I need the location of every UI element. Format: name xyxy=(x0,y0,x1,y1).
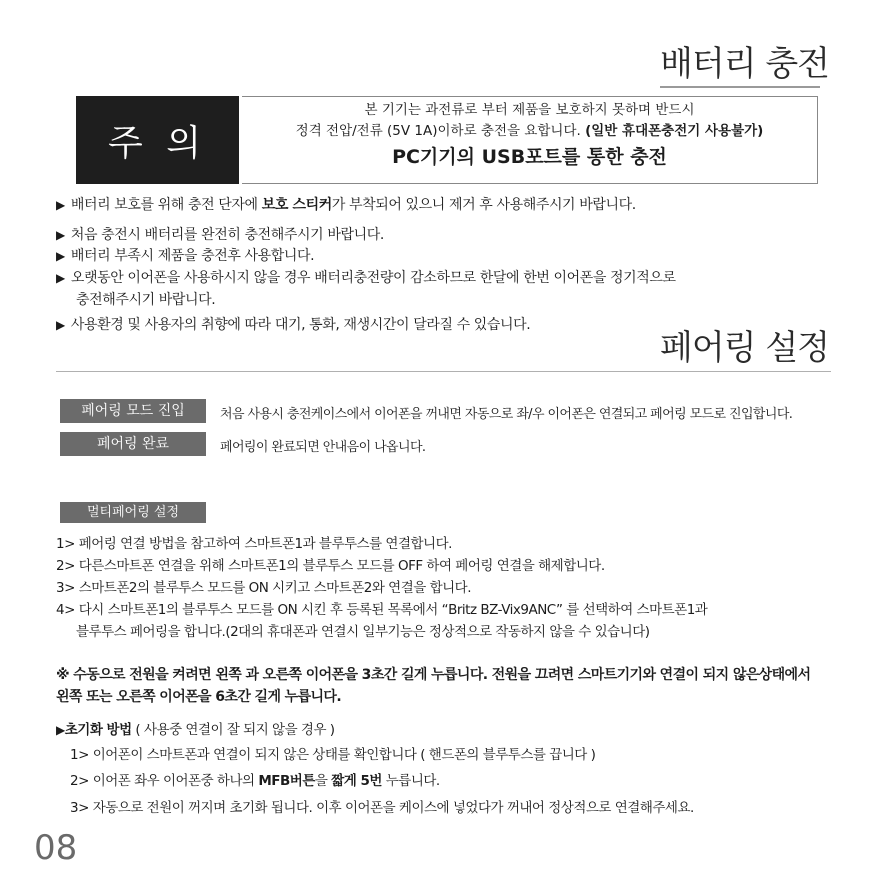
multi-step-4-cont: 블루투스 페어링을 합니다.(2대의 휴대폰과 연결시 일부기능은 정상적으로 작동하지 않을 수 있습니다) xyxy=(76,624,650,640)
reset-step-1: 1> 이어폰이 스마트폰과 연결이 되지 않은 상태를 확인합니다 ( 핸드폰의 블루투스를 끕니다 ) xyxy=(70,747,596,763)
triangle-bullet-icon: ▶ xyxy=(56,228,65,242)
caution-line-2: 정격 전압/전류 (5V 1A)이하로 충전을 요합니다. (일반 휴대폰충전기 사용불가) xyxy=(295,123,764,139)
section-divider xyxy=(56,371,831,372)
battery-bullet-2: ▶ 처음 충전시 배터리를 완전히 충전해주시기 바랍니다. xyxy=(56,227,384,243)
multi-step-2: 2> 다른스마트폰 연결을 위해 스마트폰1의 블루투스 모드를 OFF 하여 페어링 연결을 해제합니다. xyxy=(56,558,605,574)
caution-label: 주 의 xyxy=(76,96,239,184)
multi-step-3: 3> 스마트폰2의 블루투스 모드를 ON 시키고 스마트폰2와 연결을 합니다. xyxy=(56,580,471,596)
multi-step-4: 4> 다시 스마트폰1의 블루투스 모드를 ON 시킨 후 등록된 목록에서 “Britz BZ-Vix9ANC” 를 선택하여 스마트폰1과 xyxy=(56,602,708,618)
battery-bullet-4: ▶ 오랫동안 이어폰을 사용하시지 않을 경우 배터리충전량이 감소하므로 한달에 한번 이어폰을 정기적으로 xyxy=(56,270,676,286)
reset-step-2: 2> 이어폰 좌우 이어폰중 하나의 MFB버튼을 짧게 5번 누릅니다. xyxy=(70,773,440,789)
triangle-bullet-icon: ▶ xyxy=(56,723,65,737)
reset-heading: ▶초기화 방법 ( 사용중 연결이 잘 되지 않을 경우 ) xyxy=(56,722,335,738)
battery-bullet-5: ▶ 사용환경 및 사용자의 취향에 따라 대기, 통화, 재생시간이 달라질 수 있습니다. xyxy=(56,317,531,333)
power-note-line-1: ※ 수동으로 전원을 켜려면 왼쪽 과 오른쪽 이어폰을 3초간 길게 누릅니다. 전원을 끄려면 스마트기기와 연결이 되지 않은상태에서 xyxy=(56,667,811,683)
pairing-mode-text: 처음 사용시 충전케이스에서 이어폰을 꺼내면 자동으로 좌/우 이어폰은 연결되고 페어링 모드로 진입합니다. xyxy=(220,407,793,422)
triangle-bullet-icon: ▶ xyxy=(56,271,65,285)
triangle-bullet-icon: ▶ xyxy=(56,318,65,332)
reset-step-3: 3> 자동으로 전원이 꺼지며 초기화 됩니다. 이후 이어폰을 케이스에 넣었다가 꺼내어 정상적으로 연결해주세요. xyxy=(70,800,694,816)
multi-pairing-tag: 멀티페어링 설정 xyxy=(60,502,206,523)
pairing-section-title: 페어링 설정 xyxy=(660,328,830,368)
battery-bullet-1: ▶ 배터리 보호를 위해 충전 단자에 보호 스티커가 부착되어 있으니 제거 후 사용해주시기 바랍니다. xyxy=(56,197,636,213)
title-underline xyxy=(660,86,820,88)
battery-bullet-4-cont: 충전해주시기 바랍니다. xyxy=(76,292,216,308)
battery-bullet-3: ▶ 배터리 부족시 제품을 충전후 사용합니다. xyxy=(56,248,315,264)
triangle-bullet-icon: ▶ xyxy=(56,249,65,263)
multi-step-1: 1> 페어링 연결 방법을 참고하여 스마트폰1과 블루투스를 연결합니다. xyxy=(56,536,452,552)
power-note-line-2: 왼쪽 또는 오른쪽 이어폰을 6초간 길게 누릅니다. xyxy=(56,689,342,705)
pairing-done-tag: 페어링 완료 xyxy=(60,432,206,456)
caution-line-3: PC기기의 USB포트를 통한 충전 xyxy=(392,146,667,168)
caution-line-1: 본 기기는 과전류로 부터 제품을 보호하지 못하며 반드시 xyxy=(364,102,695,118)
page-number: 08 xyxy=(34,828,78,868)
pairing-mode-tag: 페어링 모드 진입 xyxy=(60,399,206,423)
pairing-done-text: 페어링이 완료되면 안내음이 나옵니다. xyxy=(220,440,426,455)
battery-section-title: 배터리 충전 xyxy=(660,44,830,84)
triangle-bullet-icon: ▶ xyxy=(56,198,65,212)
caution-notice xyxy=(242,96,818,184)
